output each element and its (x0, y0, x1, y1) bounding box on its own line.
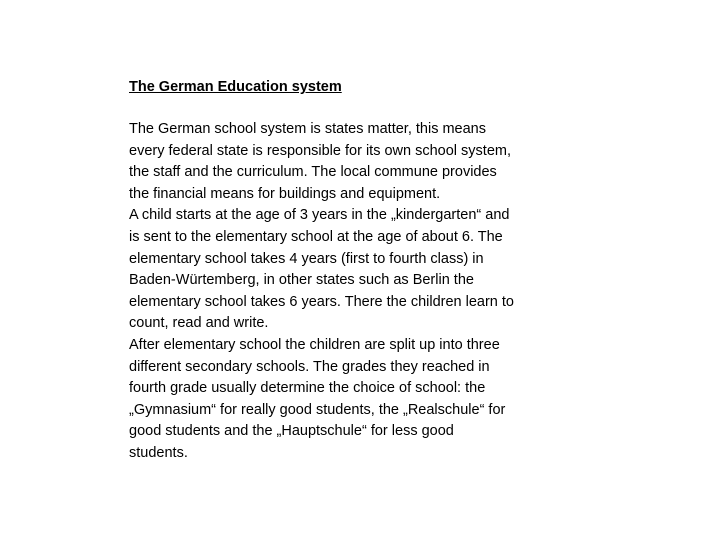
body-line: count, read and write. (129, 315, 269, 332)
body-line: elementary school takes 4 years (first to fourth class) in (129, 250, 484, 267)
body-line: good students and the „Hauptschule“ for less good (129, 423, 454, 440)
body-line: is sent to the elementary school at the age of about 6. The (129, 228, 503, 245)
body-line: The German school system is states matter, this means (129, 121, 486, 137)
body-line: the staff and the curriculum. The local commune provides (129, 164, 497, 181)
body-line: A child starts at the age of 3 years in the „kindergarten“ and (129, 207, 510, 224)
body-paragraph (129, 119, 589, 465)
body-line: the financial means for buildings and equipment. (129, 185, 441, 202)
document-title: The German Education system (129, 79, 342, 95)
body-line: fourth grade usually determine the choice of school: the (129, 380, 486, 397)
body-line: „Gymnasium“ for really good students, the „Realschule“ for (129, 401, 506, 418)
body-line: Baden-Würtemberg, in other states such as Berlin the (129, 272, 474, 289)
body-line: After elementary school the children are split up into three (129, 336, 500, 353)
text-block (129, 78, 589, 465)
body-line: different secondary schools. The grades they reached in (129, 358, 490, 375)
body-line: every federal state is responsible for its own school system, (129, 142, 511, 159)
body-line: elementary school takes 6 years. There the children learn to (129, 293, 514, 310)
body-line: students. (129, 444, 188, 461)
